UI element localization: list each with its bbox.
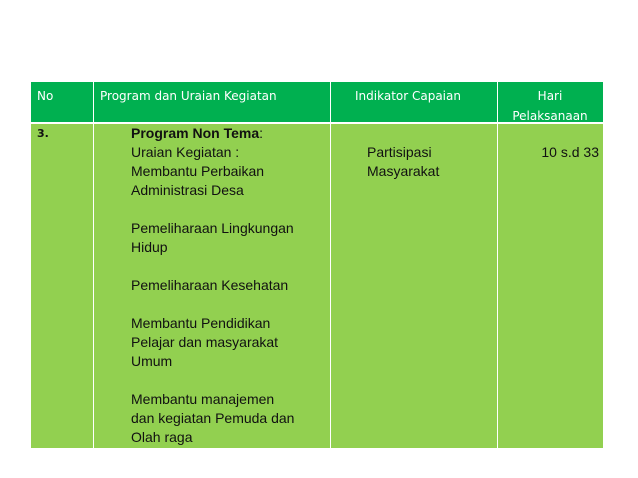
activity-line: Hidup — [131, 239, 168, 255]
indikator-line: Partisipasi — [367, 144, 432, 160]
activity-line: dan kegiatan Pemuda dan — [131, 410, 295, 426]
activity-line: Administrasi Desa — [131, 182, 244, 198]
hari-cell: 10 s.d 33 — [541, 144, 599, 160]
activity-line: Membantu manajemen — [131, 391, 275, 407]
table-header — [31, 82, 603, 122]
activity-line: Membantu Perbaikan — [131, 163, 265, 179]
header-no: No — [37, 89, 54, 103]
table-row — [31, 124, 603, 448]
uraian-label: Uraian Kegiatan : — [131, 144, 240, 160]
header-hari-line1: Hari — [537, 89, 563, 103]
header-program: Program dan Uraian Kegiatan — [100, 89, 277, 103]
column-divider — [330, 82, 331, 448]
activity-line: Pemeliharaan Kesehatan — [131, 277, 289, 293]
activity-line: Umum — [131, 353, 173, 369]
header-hari — [497, 86, 603, 126]
header-hari-line2: Pelaksanaan — [512, 109, 588, 123]
program-title-suffix: : — [259, 125, 263, 141]
row-number: 3. — [37, 127, 49, 140]
program-title-line — [131, 124, 294, 143]
activity-line: Pemeliharaan Lingkungan — [131, 220, 294, 236]
activity-table — [31, 82, 603, 448]
column-divider — [93, 82, 94, 448]
column-divider — [497, 82, 498, 448]
activity-line: Olah raga — [131, 429, 193, 445]
program-title: Program Non Tema — [131, 125, 260, 141]
indikator-line: Masyarakat — [367, 163, 440, 179]
activity-line: Pelajar dan masyarakat — [131, 334, 279, 350]
activity-line: Membantu Pendidikan — [131, 315, 271, 331]
program-cell — [131, 124, 294, 447]
header-indikator: Indikator Capaian — [355, 89, 461, 103]
indikator-cell — [367, 143, 439, 181]
